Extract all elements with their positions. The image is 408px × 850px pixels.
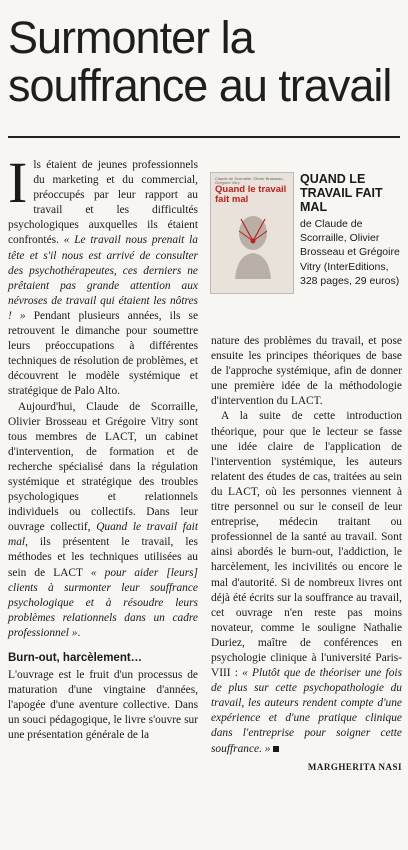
book-info-box: [210, 172, 402, 322]
book-meta: de Claude de Scorraille, Olivier Brosseau et Grégoire Vitry (InterEditions, 328 pages, 29 euros): [300, 218, 400, 287]
paragraph-1-text: ls étaient de jeunes professionnels du marketing et du commercial, préoccupés par leur rapport au travail et les difficultés psychologiques auxquelles ils étaient confrontés.: [8, 159, 198, 247]
paragraph-4: nature des problèmes du travail, et pose ensuite les principes théoriques de base de l'approche systémique, afin de donner une première idée de la méthodologie d'intervention du LACT.: [211, 335, 402, 408]
article-column-right: [211, 334, 402, 775]
paragraph-3: L'ouvrage est le fruit d'un processus de maturation d'une vingtaine d'années, l'apogée d'une aventure collective. Dans un souci pédagogique, le livre s'ouvre sur une présentation générale de la: [8, 669, 198, 742]
article-title: Surmonter la souffrance au travail: [8, 12, 392, 111]
cover-title: Quand le travail fait mal: [215, 184, 287, 205]
paragraph-1: [8, 150, 198, 400]
paragraph-2-booktitle: Quand le travail fait mal: [8, 521, 198, 549]
author-signature: MARGHERITA NASI: [307, 761, 402, 772]
paragraph-1-end: Pendant plusieurs années, ils se retrouvent le dimanche pour soumettre leurs préoccupations à différentes techniques de résolution de problèmes, et découvrent le modèle systémique et stratégique de Palo Alto.: [8, 309, 198, 398]
paragraph-2: [8, 400, 198, 642]
end-mark-icon: [273, 746, 279, 752]
article-column-left: [8, 150, 198, 744]
cover-authors: Claude de Scorraille, Olivier Brosseau, Grégoire Vitry: [215, 176, 284, 185]
drop-cap: I: [8, 150, 28, 215]
title-rule: [8, 136, 400, 138]
paragraph-2-text: Aujourd'hui, Claude de Scorraille, Olivier Brosseau et Grégoire Vitry sont tous membres de LACT, un cabinet d'intervention, de formation et de recherche spécialisé dans la régulation systémique et stratégique des troubles psychologiques et relationnels individuels ou collectifs. Dans leur ouvrage collectif,: [8, 400, 198, 534]
book-cover-image: [210, 172, 294, 294]
paragraph-5-quote: « Plutôt que de théoriser une fois de plus sur cette psychopathologie du travail, les auteurs rendent compte d'une expérience et d'une pratique clinique dans l'entreprise pour soigner cette souffrance. »: [211, 667, 402, 755]
paragraph-1-quote: « Le travail nous prenait la tête et s'il nous est arrivé de consulter des psychothérapeutes, ces derniers ne prêtaient pas grande attention aux névroses de travail qui étaient les nôtres ! »: [8, 234, 198, 322]
paragraph-5: [211, 409, 402, 756]
paragraph-2-quote: « pour aider [leurs] clients à surmonter leur souffrance psychologique et à résoudre leurs problèmes relationnels dans un cadre professionnel »: [8, 566, 198, 639]
paragraph-2-end: .: [77, 626, 81, 639]
book-title: QUAND LE TRAVAIL FAIT MAL: [300, 172, 383, 214]
subheading: Burn-out, harcèlement…: [8, 652, 143, 664]
book-details: [300, 172, 404, 288]
head-silhouette-icon: [231, 211, 275, 279]
paragraph-5-text: A la suite de cette introduction théorique, pour que le lecteur se fasse une idée claire de l'application de l'intervention systémique, les auteurs relatent des études de cas, traitées au sein du LACT, où les personnes viennent à titre personnel ou sur le conseil de leur entreprise, médecin traitant ou professionnel de la santé au travail. Sont ainsi abordés le burn-out, l'addiction, le harcèlement, les incivilités ou encore le mal d'autorité. Si de nombreux livres ont déjà été écrits sur la souffrance au travail, cet ouvrage n'en reste pas moins novateur, comme le souligne Nathalie Duriez, maître de conférences en psychologie clinique à l'université Paris-VIII :: [211, 410, 402, 680]
paragraph-2-mid: , ils présentent le travail, les méthodes et les techniques utilisées au sein de LACT: [8, 536, 198, 579]
